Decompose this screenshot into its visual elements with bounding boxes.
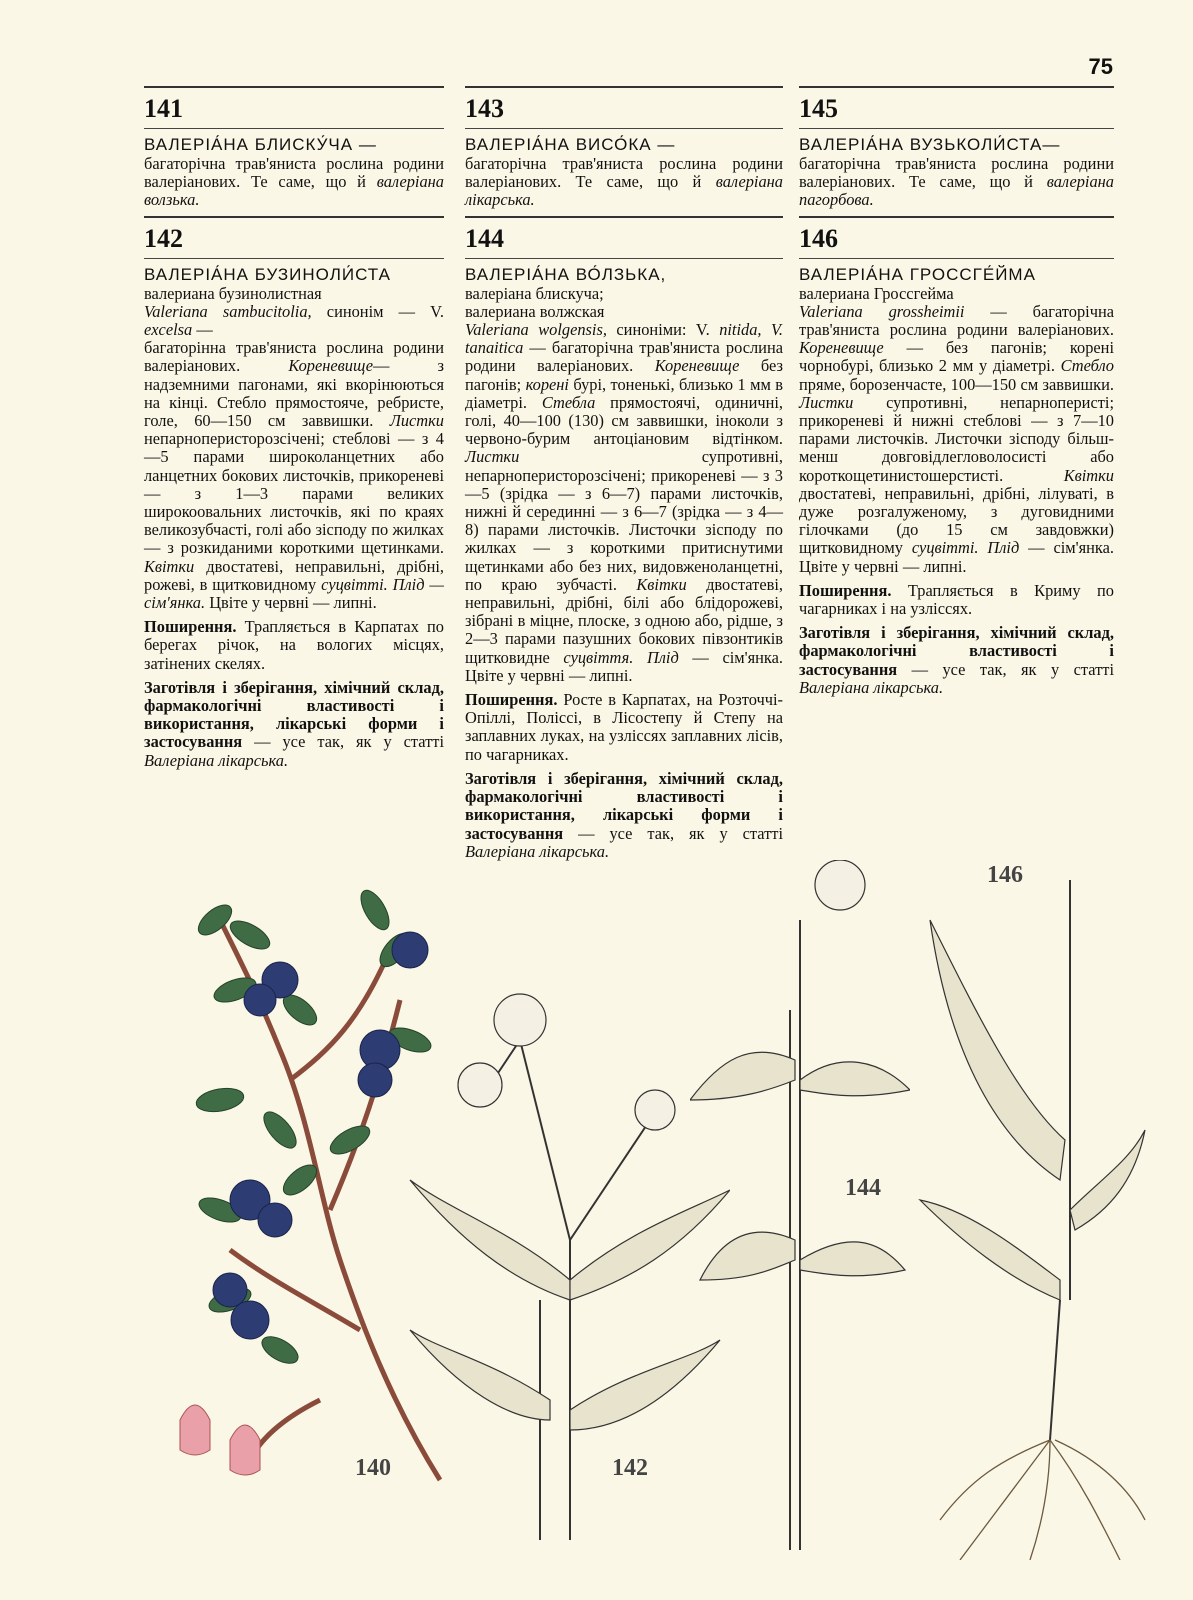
figure-label-146: 146	[987, 862, 1023, 888]
distribution: Поширення. Трапляється в Карпатах по берегах річок, на вологих місцях, затінених скелях.	[144, 617, 444, 673]
figure-label-144: 144	[845, 1175, 881, 1201]
entry-text: валериана бузинолистная Valeriana sambucitolia, синонім — V. excelsa — багаторінна трав'яниста рослина родини валеріанових. Кореневище— з надземними пагонами, які вкорінюються на кінці. Стебло прямостояче, ребристе, голе, 60—150 см заввишки. Листки непарноперисторозсічені; стеблові — з 4—5 парами широколанцетних або ланцетних бокових листочків, прикореневі — з 1—3 парами великих широкоовальних листочків, які по краях великозубчасті, голі або зісподу по жилках — з розкиданими короткими щетинками. Квітки двостатеві, неправильні, дрібні, рожеві, в щитковидному суцвітті. Плід — сім'янка. Цвіте у червні — липні.	[144, 283, 444, 613]
illustration-146-valerian	[900, 880, 1150, 1560]
entry-text: валериана Гроссгейма Valeriana grossheimii — багаторічна трав'яниста рослина родини валеріанових. Кореневище — без пагонів; корені чорнобурі, близько 2 мм у діаметрі. Стебло пряме, борозенчасте, 100—150 см заввишки. Листки супротивні, непарноперисті; прикореневі й нижні стеблові — з 7—10 парами листочків. Листочки зісподу більш-менш довговідлегловолосисті або короткощетинистошерстисті. Квітки двостатеві, неправильні, дрібні, лілуваті, в дуже розгалуженому, з дуговидними гілочками (до 15 см завдовжки) щитковидному суцвітті. Плід — сім'янка. Цвіте у червні — липні.	[799, 283, 1115, 576]
distribution: Поширення. Трапляється в Криму по чагарниках і на узліссях.	[799, 580, 1114, 619]
entry-number: 143	[465, 96, 783, 129]
column-1	[144, 86, 444, 776]
entry-heading: ВАЛЕРІА́НА ВИСО́КА —	[465, 135, 676, 154]
preparation: Заготівля і зберігання, хімічний склад, фармакологічні властивості і застосування — усе так, як у статті Валеріана лікарська.	[799, 623, 1114, 697]
preparation: Заготівля і зберігання, хімічний склад, фармакологічні властивості і використання, лікарські форми і застосування — усе так, як у статті Валеріана лікарська.	[144, 677, 444, 770]
column-3	[799, 86, 1114, 703]
entry-146	[799, 216, 1114, 697]
entry-text: багаторічна трав'яниста рослина родини валеріанових. Те саме, що й валеріана волзька.	[144, 154, 444, 210]
figure-label-142: 142	[612, 1455, 648, 1481]
illustration-144-valerian	[690, 860, 910, 1550]
entry-text: валеріана блискуча; валериана волжская Valeriana wolgensis, синоніми: V. nitida, V. tanaitica — багаторічна трав'яниста рослина родини валеріанових. Кореневище без пагонів; корені бурі, тоненькі, близько 1 мм в діаметрі. Стебла прямостоячі, одиничні, голі, 40—100 (130) см заввишки, іноколи з червоно-бурим антоціановим відтінком. Листки супротивні, непарноперисторозсічені; прикореневі — з 3—5 (зрідка — з 6—7) парами листочків, нижні й серединні — з 6—7 (зрідка — з 4—8) парами листочків. Листочки зісподу по жилках — з короткими притиснутими щетинками або без них, видовженоланцетні, по краю зубчасті. Квітки двостатеві, неправильні, дрібні, білі або блідорожеві, зібрані в міцне, плоске, з одною або, рідше, з 2—3 парами пазушних бокових півзонтиків щитковидне суцвіття. Плід — сім'янка. Цвіте у червні — липні.	[465, 283, 784, 685]
entry-heading: ВАЛЕРІА́НА ВО́ЛЗЬКА,	[465, 264, 667, 284]
entry-number: 141	[144, 96, 444, 129]
column-2	[465, 86, 783, 867]
entry-number: 142	[144, 226, 444, 259]
entry-141	[144, 86, 444, 210]
entry-heading: ВАЛЕРІА́НА ВУЗЬКОЛИ́СТА—	[799, 135, 1061, 154]
entry-heading: ВАЛЕРІА́НА БУЗИНОЛИ́СТА	[144, 264, 391, 284]
page-number: 75	[1088, 54, 1113, 79]
figure-label-140: 140	[355, 1455, 391, 1481]
entry-number: 146	[799, 226, 1114, 259]
entry-145	[799, 86, 1114, 210]
distribution: Поширення. Росте в Карпатах, на Розточчі-Опіллі, Поліссі, в Лісостепу й Степу на заплавних луках, на узліссях заплавних лісів, по чагарниках.	[465, 690, 783, 764]
entry-142	[144, 216, 444, 770]
entry-text: багаторічна трав'яниста рослина родини валеріанових. Те саме, що й валеріана лікарська.	[465, 154, 783, 210]
entry-number: 145	[799, 96, 1114, 129]
entry-number: 144	[465, 226, 783, 259]
entry-text: багаторічна трав'яниста рослина родини валеріанових. Те саме, що й валеріана пагорбова.	[799, 154, 1114, 210]
preparation: Заготівля і зберігання, хімічний склад, фармакологічні властивості і використання, лікарські форми і застосування — усе так, як у статті Валеріана лікарська.	[465, 768, 783, 861]
illustration-142-valerian	[400, 980, 730, 1540]
entry-heading: ВАЛЕРІА́НА ГРОССГЕ́ЙМА	[799, 264, 1036, 284]
entry-143	[465, 86, 783, 210]
entry-heading: ВАЛЕРІА́НА БЛИСКУ́ЧА —	[144, 135, 377, 154]
entry-144	[465, 216, 783, 861]
